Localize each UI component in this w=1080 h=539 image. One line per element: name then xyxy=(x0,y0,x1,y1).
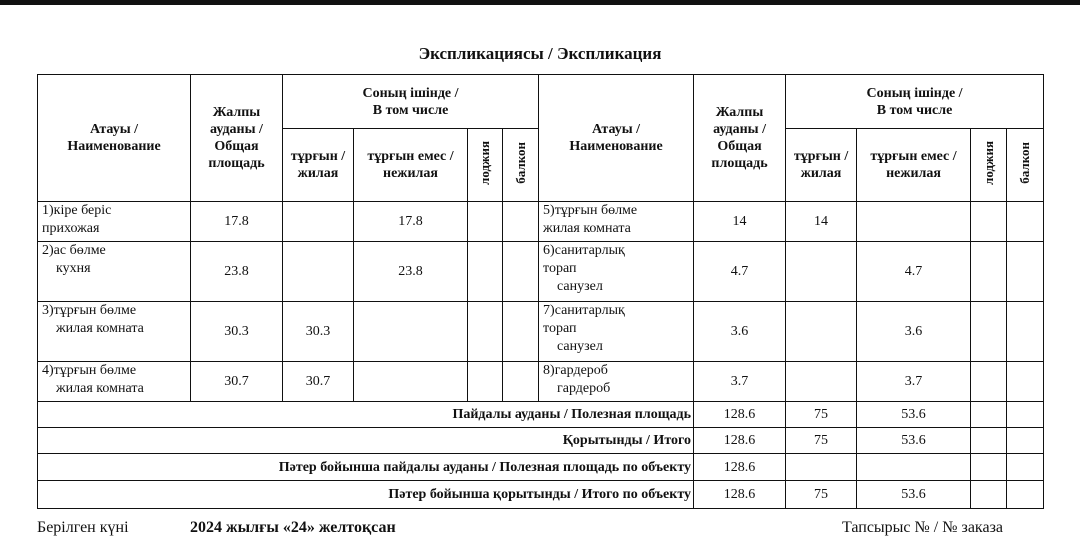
room-nonliving: 3.6 xyxy=(857,302,971,362)
summary-balcony xyxy=(1007,481,1044,509)
room-living: 14 xyxy=(786,202,857,242)
summary-nonliving: 53.6 xyxy=(857,428,971,454)
summary-balcony xyxy=(1007,402,1044,428)
room-living xyxy=(283,202,354,242)
room-nonliving: 23.8 xyxy=(354,242,468,302)
room-balcony xyxy=(1007,302,1044,362)
table-row xyxy=(38,302,1044,362)
room-living xyxy=(786,362,857,402)
room-name: 3)тұрғын бөлме жилая комната xyxy=(38,302,191,362)
table-row xyxy=(38,202,1044,242)
header-including-left: Соның ішінде / В том числе xyxy=(283,75,539,129)
room-nonliving: 17.8 xyxy=(354,202,468,242)
room-loggia xyxy=(468,242,503,302)
issued-date-value: 2024 жылғы «24» желтоқсан xyxy=(190,519,396,536)
top-edge-bar xyxy=(0,0,1080,5)
room-nonliving: 4.7 xyxy=(857,242,971,302)
summary-row-useful-area xyxy=(38,402,1044,428)
explication-table xyxy=(37,74,1044,509)
header-including-right: Соның ішінде / В том числе xyxy=(786,75,1044,129)
header-nonliving-left: тұрғын емес / нежилая xyxy=(354,129,468,202)
room-name: 5)тұрғын бөлме жилая комната xyxy=(539,202,694,242)
room-balcony xyxy=(503,362,539,402)
room-name: 1)кіре беріс прихожая xyxy=(38,202,191,242)
table-row xyxy=(38,242,1044,302)
summary-loggia xyxy=(971,402,1007,428)
room-living: 30.3 xyxy=(283,302,354,362)
header-living-left: тұрғын / жилая xyxy=(283,129,354,202)
header-nonliving-right: тұрғын емес / нежилая xyxy=(857,129,971,202)
summary-nonliving: 53.6 xyxy=(857,402,971,428)
summary-label: Пәтер бойынша қорытынды / Итого по объекту xyxy=(38,481,694,509)
summary-loggia xyxy=(971,454,1007,481)
summary-balcony xyxy=(1007,428,1044,454)
summary-row-total xyxy=(38,428,1044,454)
room-total: 14 xyxy=(694,202,786,242)
summary-loggia xyxy=(971,481,1007,509)
room-loggia xyxy=(971,362,1007,402)
room-total: 4.7 xyxy=(694,242,786,302)
summary-label: Қорытынды / Итого xyxy=(38,428,694,454)
header-loggia-left: лоджия xyxy=(468,129,503,202)
summary-living: 75 xyxy=(786,402,857,428)
summary-living: 75 xyxy=(786,481,857,509)
room-balcony xyxy=(503,242,539,302)
room-name: 8)гардероб гардероб xyxy=(539,362,694,402)
room-total: 30.3 xyxy=(191,302,283,362)
summary-living: 75 xyxy=(786,428,857,454)
summary-row-object-useful-area xyxy=(38,454,1044,481)
issued-date-label: Берілген күні xyxy=(37,519,129,536)
summary-total: 128.6 xyxy=(694,454,786,481)
summary-total: 128.6 xyxy=(694,481,786,509)
header-balcony-right: балкон xyxy=(1007,129,1044,202)
summary-nonliving: 53.6 xyxy=(857,481,971,509)
header-balcony-left: балкон xyxy=(503,129,539,202)
room-loggia xyxy=(468,362,503,402)
header-loggia-right: лоджия xyxy=(971,129,1007,202)
summary-living xyxy=(786,454,857,481)
room-loggia xyxy=(468,302,503,362)
room-balcony xyxy=(1007,242,1044,302)
room-total: 23.8 xyxy=(191,242,283,302)
room-nonliving: 3.7 xyxy=(857,362,971,402)
header-row-top xyxy=(38,75,1044,129)
summary-label: Пайдалы ауданы / Полезная площадь xyxy=(38,402,694,428)
room-balcony xyxy=(503,202,539,242)
room-name: 4)тұрғын бөлме жилая комната xyxy=(38,362,191,402)
room-nonliving xyxy=(857,202,971,242)
room-living: 30.7 xyxy=(283,362,354,402)
room-nonliving xyxy=(354,302,468,362)
room-name: 7)санитарлық торап санузел xyxy=(539,302,694,362)
room-name: 6)санитарлық торап санузел xyxy=(539,242,694,302)
room-loggia xyxy=(971,202,1007,242)
header-name-right: Атауы / Наименование xyxy=(539,75,694,202)
summary-loggia xyxy=(971,428,1007,454)
order-number-label: Тапсырыс № / № заказа xyxy=(842,519,1003,536)
summary-total: 128.6 xyxy=(694,402,786,428)
header-living-right: тұрғын / жилая xyxy=(786,129,857,202)
summary-row-object-total xyxy=(38,481,1044,509)
room-living xyxy=(786,302,857,362)
summary-label: Пәтер бойынша пайдалы ауданы / Полезная площадь по объекту xyxy=(38,454,694,481)
header-name-left: Атауы / Наименование xyxy=(38,75,191,202)
room-balcony xyxy=(1007,362,1044,402)
header-total-right: Жалпы ауданы / Общая площадь xyxy=(694,75,786,202)
document-title: Экспликациясы / Экспликация xyxy=(418,44,662,63)
room-living xyxy=(283,242,354,302)
room-total: 3.7 xyxy=(694,362,786,402)
room-name: 2)ас бөлме кухня xyxy=(38,242,191,302)
room-total: 17.8 xyxy=(191,202,283,242)
room-total: 3.6 xyxy=(694,302,786,362)
table-row xyxy=(38,362,1044,402)
summary-balcony xyxy=(1007,454,1044,481)
room-balcony xyxy=(1007,202,1044,242)
summary-nonliving xyxy=(857,454,971,481)
room-loggia xyxy=(971,302,1007,362)
room-living xyxy=(786,242,857,302)
room-nonliving xyxy=(354,362,468,402)
room-balcony xyxy=(503,302,539,362)
summary-total: 128.6 xyxy=(694,428,786,454)
room-loggia xyxy=(468,202,503,242)
room-loggia xyxy=(971,242,1007,302)
room-total: 30.7 xyxy=(191,362,283,402)
header-total-left: Жалпы ауданы / Общая площадь xyxy=(191,75,283,202)
